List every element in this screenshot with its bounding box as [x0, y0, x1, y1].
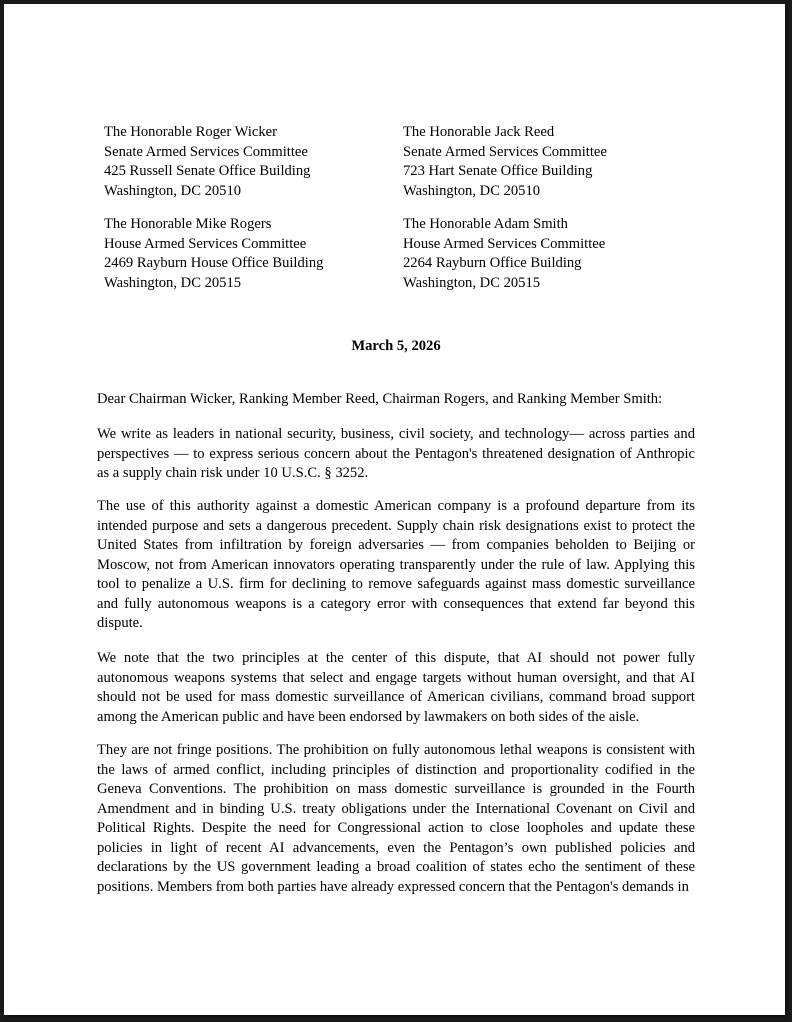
- paragraph-4: They are not fringe positions. The prohibition on fully autonomous lethal weapons is consistent with the laws of armed conflict, including principles of distinction and proportionality codified in the Geneva Conventions. The prohibition on mass domestic surveillance is grounded in the Fourth Amendment and in binding U.S. treaty obligations under the International Covenant on Civil and Political Rights. Despite the need for Congressional action to close loopholes and update these policies in light of recent AI advancements, even the Pentagon’s own published policies and declarations by the US government leading a broad coalition of states echo the sentiment of these positions. Members from both parties have already expressed concern that the Pentagon's demands in: [97, 742, 695, 895]
- addressee-committee: House Armed Services Committee: [104, 235, 307, 252]
- paragraph-2: The use of this authority against a domestic American company is a profound departure from its intended purpose and sets a dangerous precedent. Supply chain risk designations exist to protect the United States from infiltration by foreign adversaries — from companies beholden to Beijing or Moscow, not from American innovators operating transparently under the rule of law. Applying this tool to penalize a U.S. firm for declining to remove safeguards against mass domestic surveillance and fully autonomous weapons is a category error with consequences that extend far beyond this dispute.: [97, 498, 695, 631]
- addressee-name: The Honorable Mike Rogers: [104, 216, 272, 232]
- addressee-office: 2469 Rayburn House Office Building: [104, 255, 324, 271]
- salutation: Dear Chairman Wicker, Ranking Member Reed, Chairman Rogers, and Ranking Member Smith:: [97, 391, 663, 407]
- addressee-committee: Senate Armed Services Committee: [104, 143, 308, 160]
- paragraph-1: We write as leaders in national security, business, civil society, and technology— across parties and perspectives — to express serious concern about the Pentagon's threatened designation of Anthropic as a supply chain risk under 10 U.S.C. § 3252.: [97, 426, 695, 481]
- addressee-city: Washington, DC 20515: [403, 274, 541, 291]
- addressee-name: The Honorable Adam Smith: [403, 216, 568, 232]
- addressee-reed: [403, 123, 693, 201]
- addressee-city: Washington, DC 20510: [403, 182, 541, 199]
- addressee-committee: House Armed Services Committee: [403, 235, 606, 252]
- paragraph-3: We note that the two principles at the center of this dispute, that AI should not power fully autonomous weapons systems that select and engage targets without human oversight, and that AI should not be used for mass domestic surveillance of American civilians, command broad support among the American public and have been endorsed by lawmakers on both sides of the aisle.: [97, 650, 695, 725]
- addressee-city: Washington, DC 20515: [104, 274, 242, 291]
- addressee-office: 723 Hart Senate Office Building: [403, 163, 593, 179]
- addressee-city: Washington, DC 20510: [104, 182, 242, 199]
- addressee-rogers: [104, 215, 394, 293]
- letter-date: March 5, 2026: [351, 338, 441, 354]
- letter-page: [4, 4, 785, 1015]
- addressee-name: The Honorable Roger Wicker: [104, 124, 277, 140]
- addressee-smith: [403, 215, 693, 293]
- addressee-office: 2264 Rayburn Office Building: [403, 255, 582, 271]
- addressee-committee: Senate Armed Services Committee: [403, 143, 607, 160]
- addressee-wicker: [104, 123, 394, 201]
- addressee-name: The Honorable Jack Reed: [403, 124, 555, 140]
- addressee-office: 425 Russell Senate Office Building: [104, 163, 311, 179]
